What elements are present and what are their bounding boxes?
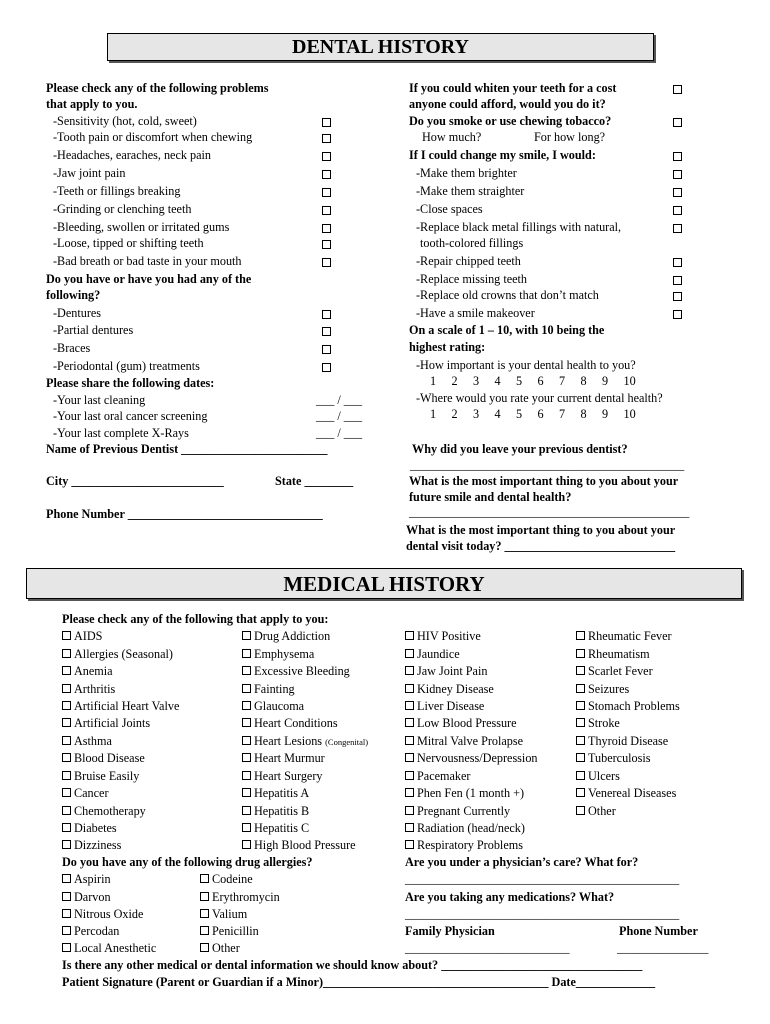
checkbox[interactable]: [576, 771, 585, 780]
checkbox[interactable]: [62, 806, 71, 815]
problem-sensitivity: -Sensitivity (hot, cold, sweet): [53, 114, 197, 128]
allergy-other[interactable]: Other: [200, 942, 240, 954]
condition-asthma[interactable]: Asthma: [62, 735, 112, 747]
condition-stomach-problems[interactable]: Stomach Problems: [576, 700, 680, 712]
scale-option[interactable]: 2: [451, 374, 458, 388]
checkbox[interactable]: [242, 649, 251, 658]
checkbox[interactable]: [242, 753, 251, 762]
condition-hepatitis-a[interactable]: Hepatitis A: [242, 787, 309, 799]
checkbox[interactable]: [242, 823, 251, 832]
checkbox-whiten[interactable]: [673, 85, 682, 94]
date-last-cleaning: -Your last cleaning: [53, 393, 146, 407]
scale-option[interactable]: 4: [494, 407, 501, 421]
checkbox[interactable]: [405, 806, 414, 815]
checkbox[interactable]: [405, 649, 414, 658]
condition-arthritis[interactable]: Arthritis: [62, 683, 115, 695]
condition-seizures[interactable]: Seizures: [576, 683, 629, 695]
condition-bruise-easily[interactable]: Bruise Easily: [62, 770, 139, 782]
scale-option[interactable]: 4: [494, 374, 501, 388]
checkbox[interactable]: [405, 736, 414, 745]
scale-option[interactable]: 1: [430, 374, 437, 388]
checkbox[interactable]: [62, 892, 71, 901]
condition-ulcers[interactable]: Ulcers: [576, 770, 620, 782]
whiten-question-2: anyone could afford, would you do it?: [409, 97, 606, 111]
checkbox[interactable]: [405, 684, 414, 693]
scale-option[interactable]: 8: [580, 407, 587, 421]
checkbox[interactable]: [576, 631, 585, 640]
condition-pregnant[interactable]: Pregnant Currently: [405, 805, 510, 817]
condition-aids[interactable]: AIDS: [62, 630, 102, 642]
checkbox[interactable]: [62, 840, 71, 849]
tobacco-question: Do you smoke or use chewing tobacco?: [409, 114, 612, 128]
scale-option[interactable]: 5: [516, 374, 523, 388]
checkbox[interactable]: [62, 909, 71, 918]
checkbox[interactable]: [405, 823, 414, 832]
scale-option[interactable]: 8: [580, 374, 587, 388]
condition-pacemaker[interactable]: Pacemaker: [405, 770, 470, 782]
checkbox-dentures[interactable]: [322, 310, 331, 319]
change-close-spaces: -Close spaces: [416, 202, 483, 216]
checkbox[interactable]: [242, 631, 251, 640]
how-much-label: How much?: [422, 130, 482, 144]
phone-number-field[interactable]: Phone Number ________________________________: [46, 507, 323, 521]
checkbox[interactable]: [200, 943, 209, 952]
allergy-darvon[interactable]: Darvon: [62, 891, 111, 903]
condition-heart-conditions[interactable]: Heart Conditions: [242, 717, 338, 729]
scale-rating-numbers[interactable]: [430, 408, 645, 420]
checkbox-replace-missing[interactable]: [673, 276, 682, 285]
date-cleaning-field[interactable]: ___ / ___: [316, 393, 363, 407]
checkbox[interactable]: [405, 701, 414, 710]
scale-option[interactable]: 2: [451, 407, 458, 421]
condition-heart-lesions[interactable]: Heart Lesions (Congenital): [242, 735, 368, 747]
whiten-question: If you could whiten your teeth for a cost: [409, 81, 617, 95]
checkbox[interactable]: [62, 874, 71, 883]
medications-field[interactable]: _____________________________________________: [405, 907, 680, 921]
date-oral-cancer-field[interactable]: ___ / ___: [316, 409, 363, 423]
checkbox-makeover[interactable]: [673, 310, 682, 319]
have-had-heading-2: following?: [46, 288, 101, 302]
important-smile-question: What is the most important thing to you about your: [409, 474, 679, 488]
checkbox-braces[interactable]: [322, 345, 331, 354]
physician-care-question: Are you under a physician’s care? What for?: [405, 855, 639, 869]
condition-low-blood-pressure[interactable]: Low Blood Pressure: [405, 717, 517, 729]
condition-cancer[interactable]: Cancer: [62, 787, 109, 799]
date-xrays-field[interactable]: ___ / ___: [316, 426, 363, 440]
checkbox[interactable]: [242, 788, 251, 797]
condition-jaundice[interactable]: Jaundice: [405, 648, 460, 660]
checkbox[interactable]: [62, 684, 71, 693]
allergy-heading: Do you have any of the following drug allergies?: [62, 855, 313, 869]
condition-glaucoma[interactable]: Glaucoma: [242, 700, 304, 712]
scale-option[interactable]: 1: [430, 407, 437, 421]
checkbox-replace-crowns[interactable]: [673, 292, 682, 301]
condition-venereal[interactable]: Venereal Diseases: [576, 787, 676, 799]
condition-drug-addiction[interactable]: Drug Addiction: [242, 630, 330, 642]
checkbox[interactable]: [576, 701, 585, 710]
scale-option[interactable]: 10: [623, 407, 636, 421]
condition-heart-murmur[interactable]: Heart Murmur: [242, 752, 325, 764]
checkbox-jaw-joint[interactable]: [322, 170, 331, 179]
scale-option[interactable]: 9: [602, 374, 609, 388]
checkbox-tooth-pain[interactable]: [322, 134, 331, 143]
have-had-heading: Do you have or have you had any of the: [46, 272, 252, 286]
checkbox[interactable]: [242, 736, 251, 745]
problem-jaw-joint: -Jaw joint pain: [53, 166, 126, 180]
congenital-note: (Congenital): [325, 737, 369, 747]
allergy-penicillin[interactable]: Penicillin: [200, 925, 259, 937]
checkbox[interactable]: [200, 909, 209, 918]
checkbox[interactable]: [405, 631, 414, 640]
checkbox-partial-dentures[interactable]: [322, 327, 331, 336]
checkbox[interactable]: [242, 666, 251, 675]
checkbox[interactable]: [62, 771, 71, 780]
checkbox-headaches[interactable]: [322, 152, 331, 161]
allergy-erythromycin[interactable]: Erythromycin: [200, 891, 280, 903]
scale-option[interactable]: 3: [473, 374, 480, 388]
scale-option[interactable]: 6: [537, 374, 544, 388]
condition-emphysema[interactable]: Emphysema: [242, 648, 314, 660]
checkbox-straighter[interactable]: [673, 188, 682, 197]
important-smile-question-2: future smile and dental health?: [409, 490, 572, 504]
scale-heading: On a scale of 1 – 10, with 10 being the: [409, 323, 605, 337]
checkbox[interactable]: [62, 823, 71, 832]
checkbox[interactable]: [576, 666, 585, 675]
checkbox-loose[interactable]: [322, 240, 331, 249]
problem-breaking: -Teeth or fillings breaking: [53, 184, 181, 198]
checkbox[interactable]: [405, 718, 414, 727]
checkbox-sensitivity[interactable]: [322, 118, 331, 127]
condition-excessive-bleeding[interactable]: Excessive Bleeding: [242, 665, 350, 677]
have-periodontal: -Periodontal (gum) treatments: [53, 359, 200, 373]
checkbox[interactable]: [200, 926, 209, 935]
why-leave-field[interactable]: _____________________________________________: [410, 458, 685, 472]
checkbox-replace-fillings[interactable]: [673, 224, 682, 233]
scale-option[interactable]: 3: [473, 407, 480, 421]
condition-allergies[interactable]: Allergies (Seasonal): [62, 648, 173, 660]
medical-history-title: MEDICAL HISTORY: [26, 568, 742, 599]
checkbox[interactable]: [62, 631, 71, 640]
scale-option[interactable]: 5: [516, 407, 523, 421]
physician-phone-label: Phone Number: [619, 924, 698, 938]
checkbox[interactable]: [242, 771, 251, 780]
condition-hiv[interactable]: HIV Positive: [405, 630, 481, 642]
scale-option[interactable]: 7: [559, 407, 566, 421]
condition-hepatitis-c[interactable]: Hepatitis C: [242, 822, 309, 834]
allergy-local-anesthetic[interactable]: Local Anesthetic: [62, 942, 156, 954]
checkbox[interactable]: [405, 840, 414, 849]
checkbox[interactable]: [576, 684, 585, 693]
scale-option[interactable]: 9: [602, 407, 609, 421]
allergy-aspirin[interactable]: Aspirin: [62, 873, 111, 885]
checkbox[interactable]: [576, 718, 585, 727]
city-field[interactable]: City _________________________: [46, 474, 224, 488]
have-partial-dentures: -Partial dentures: [53, 323, 134, 337]
checkbox-bad-breath[interactable]: [322, 258, 331, 267]
checkbox[interactable]: [62, 666, 71, 675]
checkbox[interactable]: [405, 788, 414, 797]
change-smile-heading: If I could change my smile, I would:: [409, 148, 596, 162]
problem-grinding: -Grinding or clenching teeth: [53, 202, 192, 216]
condition-stroke[interactable]: Stroke: [576, 717, 620, 729]
checkbox[interactable]: [576, 753, 585, 762]
checkbox[interactable]: [405, 771, 414, 780]
checkbox[interactable]: [62, 753, 71, 762]
condition-rheumatic-fever[interactable]: Rheumatic Fever: [576, 630, 672, 642]
state-field[interactable]: State ________: [275, 474, 354, 488]
condition-rheumatism[interactable]: Rheumatism: [576, 648, 650, 660]
condition-radiation[interactable]: Radiation (head/neck): [405, 822, 525, 834]
condition-other[interactable]: Other: [576, 805, 616, 817]
checkbox[interactable]: [576, 788, 585, 797]
checkbox[interactable]: [62, 718, 71, 727]
checkbox[interactable]: [62, 926, 71, 935]
checkbox[interactable]: [242, 701, 251, 710]
why-leave-question: Why did you leave your previous dentist?: [412, 442, 628, 456]
allergy-nitrous-oxide[interactable]: Nitrous Oxide: [62, 908, 143, 920]
signature-line[interactable]: Patient Signature (Parent or Guardian if a Minor)_____________________________________ Date_____________: [62, 975, 656, 989]
scale-question-importance: -How important is your dental health to you?: [416, 358, 636, 372]
condition-respiratory[interactable]: Respiratory Problems: [405, 839, 523, 851]
problems-heading-2: that apply to you.: [46, 97, 138, 111]
date-xrays: -Your last complete X-Rays: [53, 426, 189, 440]
condition-dizziness[interactable]: Dizziness: [62, 839, 121, 851]
change-brighter: -Make them brighter: [416, 166, 517, 180]
condition-jaw-joint-pain[interactable]: Jaw Joint Pain: [405, 665, 487, 677]
checkbox-change-smile[interactable]: [673, 152, 682, 161]
checkbox[interactable]: [62, 649, 71, 658]
checkbox[interactable]: [62, 736, 71, 745]
change-straighter: -Make them straighter: [416, 184, 525, 198]
physician-care-field[interactable]: _____________________________________________: [405, 872, 680, 886]
important-smile-field[interactable]: ______________________________________________: [409, 505, 690, 519]
condition-high-blood-pressure[interactable]: High Blood Pressure: [242, 839, 356, 851]
problem-tooth-pain: -Tooth pain or discomfort when chewing: [53, 130, 253, 144]
checkbox[interactable]: [405, 753, 414, 762]
have-dentures: -Dentures: [53, 306, 102, 320]
scale-question-rating: -Where would you rate your current dental health?: [416, 391, 663, 405]
condition-anemia[interactable]: Anemia: [62, 665, 113, 677]
condition-chemotherapy[interactable]: Chemotherapy: [62, 805, 146, 817]
condition-heart-surgery[interactable]: Heart Surgery: [242, 770, 322, 782]
condition-mitral-valve[interactable]: Mitral Valve Prolapse: [405, 735, 523, 747]
problem-bad-breath: -Bad breath or bad taste in your mouth: [53, 254, 242, 268]
checkbox[interactable]: [242, 840, 251, 849]
checkbox[interactable]: [405, 666, 414, 675]
condition-fainting[interactable]: Fainting: [242, 683, 295, 695]
problems-heading: Please check any of the following problems: [46, 81, 269, 95]
checkbox[interactable]: [200, 892, 209, 901]
important-visit-question: What is the most important thing to you about your: [406, 523, 676, 537]
checkbox[interactable]: [62, 701, 71, 710]
condition-hepatitis-b[interactable]: Hepatitis B: [242, 805, 309, 817]
condition-kidney-disease[interactable]: Kidney Disease: [405, 683, 494, 695]
change-tooth-colored: tooth-colored fillings: [420, 236, 524, 250]
dates-heading: Please share the following dates:: [46, 376, 215, 390]
allergy-percodan[interactable]: Percodan: [62, 925, 119, 937]
condition-tuberculosis[interactable]: Tuberculosis: [576, 752, 651, 764]
checkbox[interactable]: [576, 736, 585, 745]
checkbox-brighter[interactable]: [673, 170, 682, 179]
checkbox[interactable]: [242, 718, 251, 727]
condition-thyroid[interactable]: Thyroid Disease: [576, 735, 668, 747]
dental-history-title: DENTAL HISTORY: [107, 33, 654, 61]
medical-check-heading: Please check any of the following that apply to you:: [62, 612, 329, 626]
scale-option[interactable]: 6: [537, 407, 544, 421]
checkbox[interactable]: [242, 684, 251, 693]
condition-diabetes[interactable]: Diabetes: [62, 822, 117, 834]
problem-loose: -Loose, tipped or shifting teeth: [53, 236, 204, 250]
physician-phone-field[interactable]: _______________: [617, 941, 709, 955]
family-physician-field[interactable]: ___________________________: [405, 941, 570, 955]
checkbox-close-spaces[interactable]: [673, 206, 682, 215]
condition-nervousness[interactable]: Nervousness/Depression: [405, 752, 538, 764]
change-replace-fillings: -Replace black metal fillings with natural,: [416, 220, 622, 234]
condition-scarlet-fever[interactable]: Scarlet Fever: [576, 665, 653, 677]
scale-option[interactable]: 10: [623, 374, 636, 388]
checkbox-periodontal[interactable]: [322, 363, 331, 372]
checkbox[interactable]: [62, 943, 71, 952]
other-info-question[interactable]: Is there any other medical or dental information we should know about? _________________________________: [62, 958, 643, 972]
change-replace-crowns: -Replace old crowns that don’t match: [416, 288, 599, 302]
scale-importance-numbers[interactable]: [430, 375, 645, 387]
checkbox[interactable]: [200, 874, 209, 883]
problem-bleeding: -Bleeding, swollen or irritated gums: [53, 220, 230, 234]
scale-heading-2: highest rating:: [409, 340, 486, 354]
previous-dentist-field[interactable]: Name of Previous Dentist ________________________: [46, 442, 328, 456]
checkbox-tobacco[interactable]: [673, 118, 682, 127]
checkbox-breaking[interactable]: [322, 188, 331, 197]
change-makeover: -Have a smile makeover: [416, 306, 535, 320]
allergy-codeine[interactable]: Codeine: [200, 873, 253, 885]
medications-question: Are you taking any medications? What?: [405, 890, 615, 904]
checkbox-repair-chipped[interactable]: [673, 258, 682, 267]
change-repair-chipped: -Repair chipped teeth: [416, 254, 521, 268]
checkbox[interactable]: [62, 788, 71, 797]
condition-artificial-heart-valve[interactable]: Artificial Heart Valve: [62, 700, 179, 712]
condition-artificial-joints[interactable]: Artificial Joints: [62, 717, 150, 729]
change-replace-missing: -Replace missing teeth: [416, 272, 528, 286]
checkbox-bleeding[interactable]: [322, 224, 331, 233]
have-braces: -Braces: [53, 341, 91, 355]
checkbox-grinding[interactable]: [322, 206, 331, 215]
checkbox[interactable]: [242, 806, 251, 815]
problem-headaches: -Headaches, earaches, neck pain: [53, 148, 212, 162]
date-oral-cancer: -Your last oral cancer screening: [53, 409, 208, 423]
condition-phen-fen[interactable]: Phen Fen (1 month +): [405, 787, 524, 799]
checkbox[interactable]: [576, 649, 585, 658]
important-visit-question-2[interactable]: dental visit today? ____________________________: [406, 539, 676, 553]
checkbox[interactable]: [576, 806, 585, 815]
allergy-valium[interactable]: Valium: [200, 908, 247, 920]
condition-liver-disease[interactable]: Liver Disease: [405, 700, 484, 712]
family-physician-label: Family Physician: [405, 924, 495, 938]
condition-blood-disease[interactable]: Blood Disease: [62, 752, 145, 764]
how-long-label: For how long?: [534, 130, 606, 144]
scale-option[interactable]: 7: [559, 374, 566, 388]
